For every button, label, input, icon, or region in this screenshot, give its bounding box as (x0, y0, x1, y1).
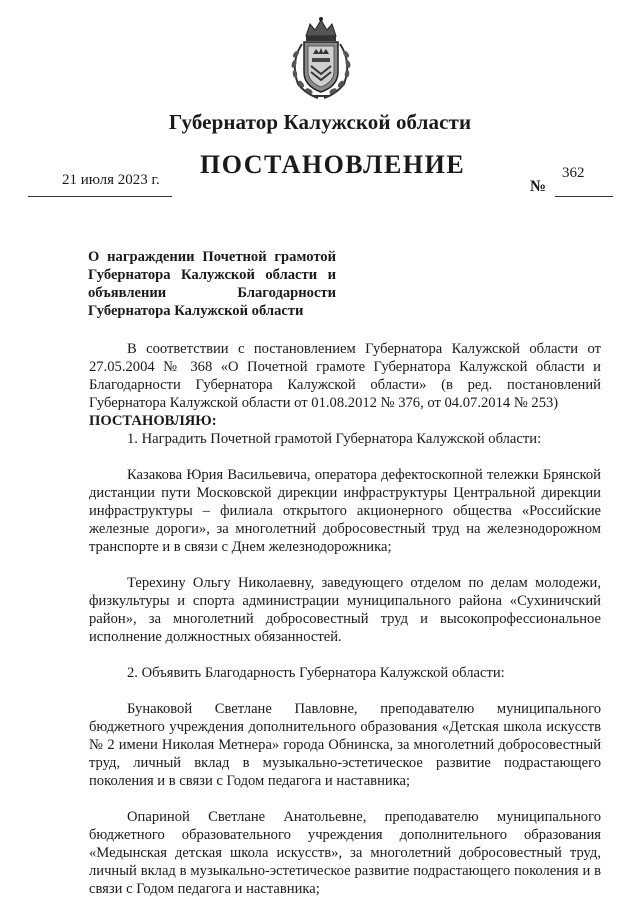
spacer (89, 448, 601, 466)
document-body (89, 340, 601, 898)
item-2-heading: 2. Объявить Благодарность Губернатора Калужской области: (127, 665, 505, 681)
document-subject: О награждении Почетной грамотой Губернатора Калужской области и объявлении Благодарности Губернатора Калужской области (88, 249, 336, 319)
award-paragraph: Терехину Ольгу Николаевну, заведующего отделом по делам молодежи, физкультуры и спорта администрации муниципального района «Сухиничский район», за многолетний добросовестный труд и высокопрофессиональное исполнение должностных обязанностей. (89, 575, 601, 645)
preamble-paragraph: В соответствии с постановлением Губернатора Калужской области от 27.05.2004 № 368 «О Почетной грамоте Губернатора Калужской области и Благодарности Губернатора Калужской области» (в ред. постановлений Губернатора Калужской области от 01.08.2012 № 376, от 04.07.2014 № 253) (89, 341, 601, 411)
document-date: 21 июля 2023 г. (62, 172, 160, 188)
date-underline (28, 196, 172, 197)
authority-title: Губернатор Калужской области (168, 110, 472, 134)
thanks-paragraph: Опариной Светлане Анатольевне, преподавателю муниципального бюджетного образовательного учреждения дополнительного образования «Медынская детская школа искусств», за многолетний добросовестный труд, личный вклад в музыкально-эстетическое развитие подрастающего поколения и в связи с Годом педагога и наставника; (89, 809, 601, 897)
thanks-paragraph: Бунаковой Светлане Павловне, преподавателю муниципального бюджетного учреждения дополнительного образования «Детская школа искусств № 2 имени Николая Метнера» города Обнинска, за многолетний добросовестный труд, личный вклад в музыкально-эстетическое развитие подрастающего поколения и в связи с Годом педагога и наставника; (89, 701, 601, 789)
decree-word: ПОСТАНОВЛЯЮ: (89, 413, 217, 429)
number-sign: № (530, 178, 547, 195)
document-type-heading: ПОСТАНОВЛЕНИЕ (200, 150, 466, 179)
award-paragraph: Казакова Юрия Васильевича, оператора дефектоскопной тележки Брянской дистанции пути Московской дирекции инфраструктуры Центральной дирекции инфраструктуры – филиала открытого акционерного общества «Российские железные дороги», за многолетний добросовестный труд на железнодорожном транспорте и в связи с Днем железнодорожника; (89, 467, 601, 555)
item-1-heading: 1. Наградить Почетной грамотой Губернатора Калужской области: (127, 431, 542, 447)
spacer (89, 790, 601, 808)
coat-of-arms-emblem (284, 14, 358, 100)
number-underline (555, 196, 613, 197)
spacer (89, 556, 601, 574)
document-number: 362 (562, 165, 585, 181)
spacer (89, 646, 601, 664)
spacer (89, 682, 601, 700)
